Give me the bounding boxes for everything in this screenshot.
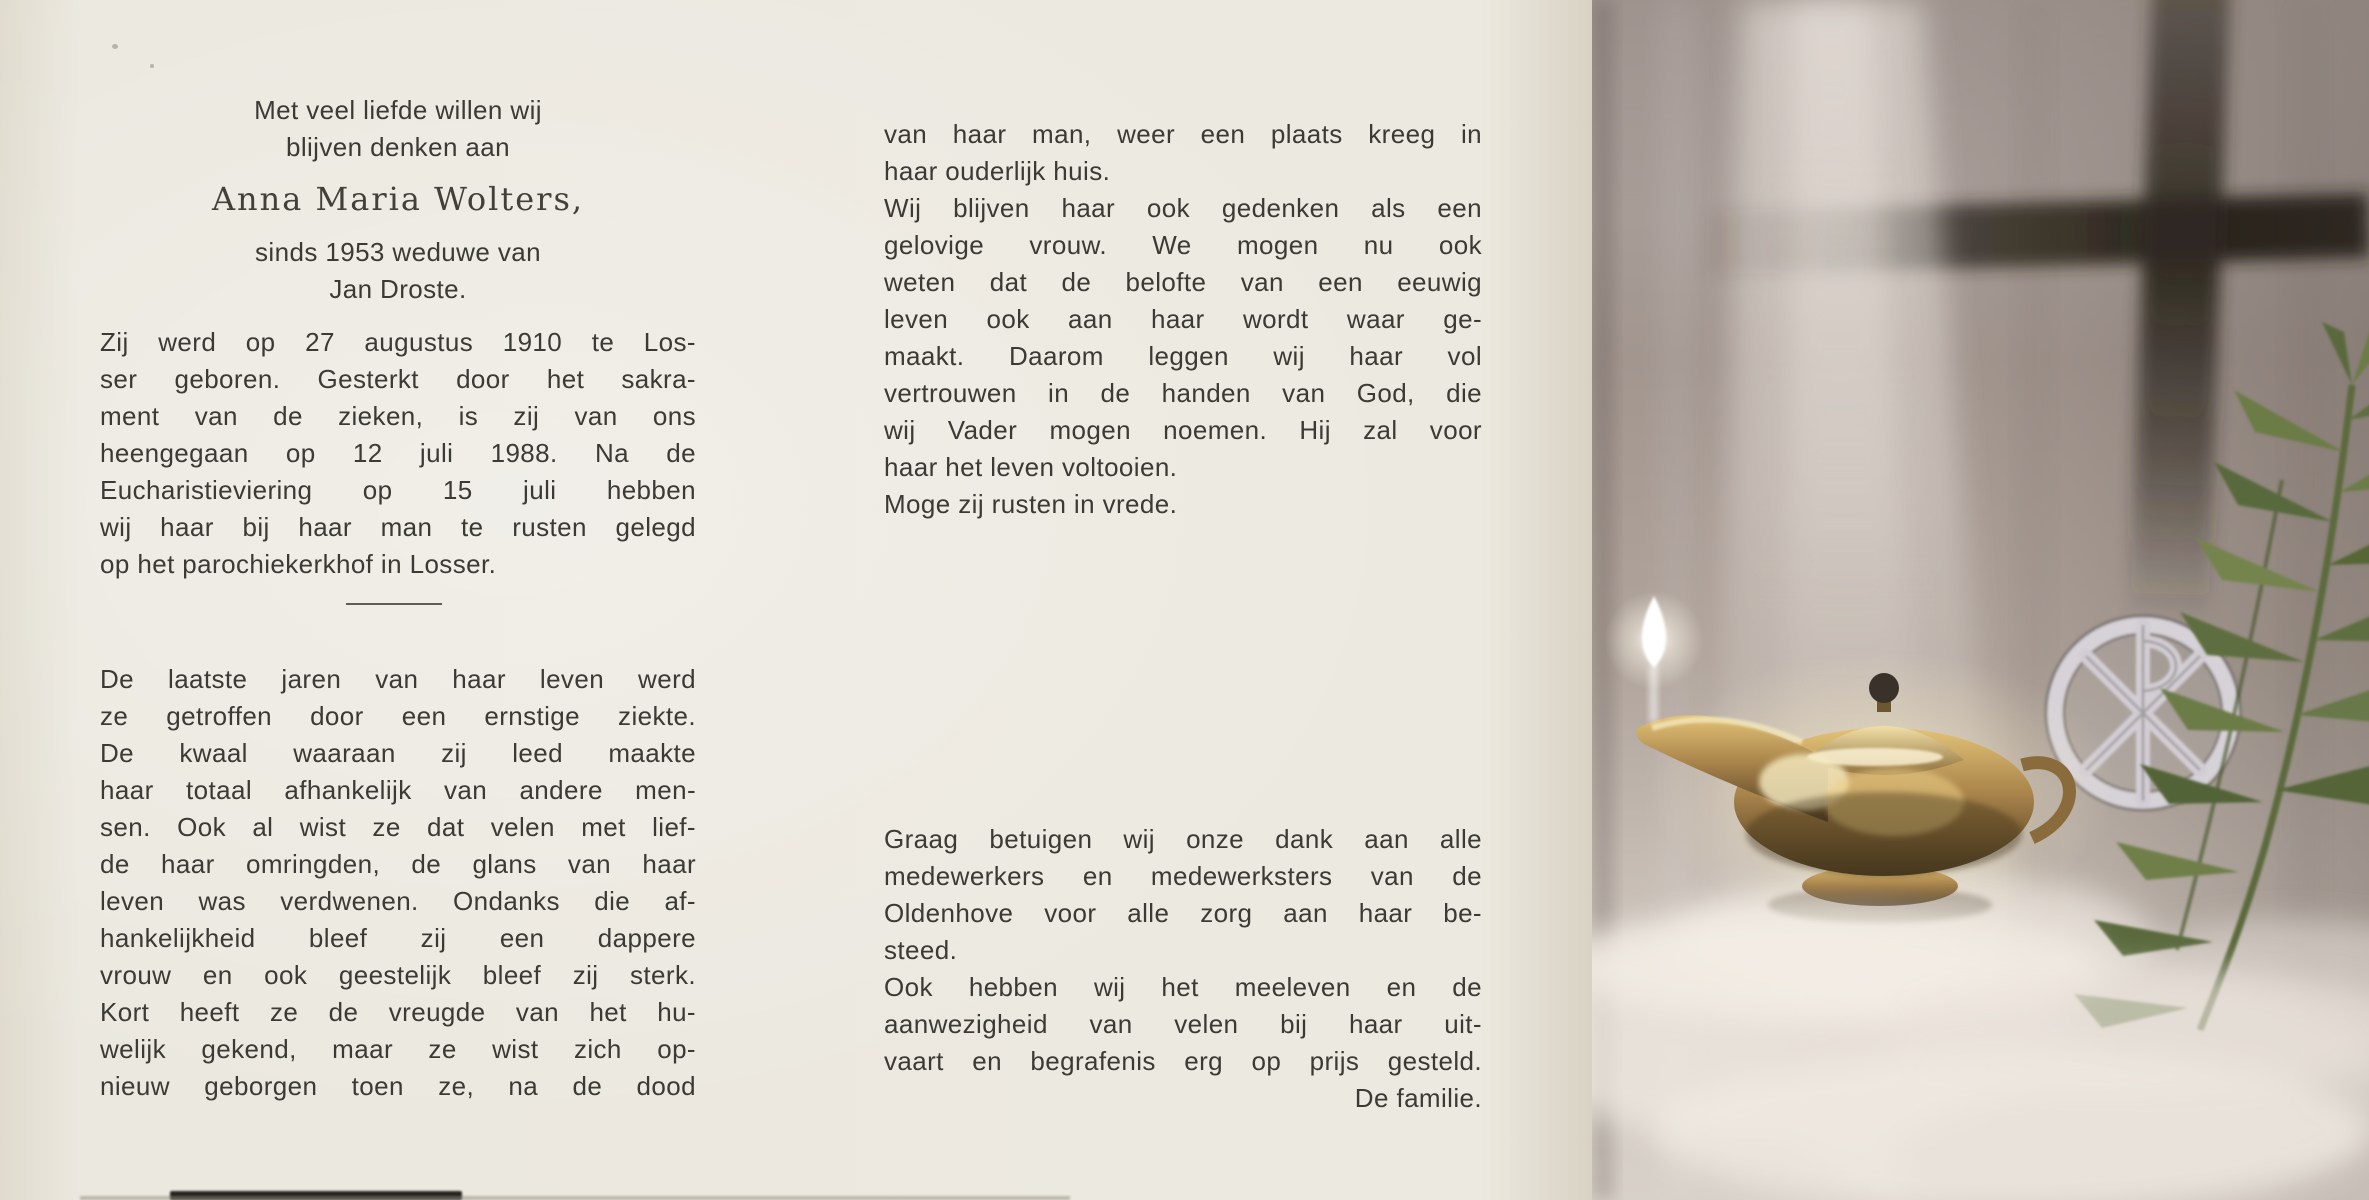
text-line: leven ook aan haar wordt waar ge- bbox=[884, 304, 1482, 334]
text-line: Oldenhove voor alle zorg aan haar be- bbox=[884, 898, 1482, 928]
text-line: vaart en begrafenis erg op prijs gesteld. bbox=[884, 1046, 1482, 1076]
lamp-knob bbox=[1869, 673, 1899, 703]
text-line: Moge zij rusten in vrede. bbox=[884, 489, 1178, 519]
text-line: medewerkers en medewerksters van de bbox=[884, 861, 1482, 891]
text-column-left bbox=[100, 92, 696, 1105]
text-line: de haar omringden, de glans van haar bbox=[100, 849, 696, 879]
text-line: Ook hebben wij het meeleven en de bbox=[884, 972, 1482, 1002]
divider bbox=[346, 603, 442, 605]
text-line: ser geboren. Gesterkt door het sakra- bbox=[100, 364, 696, 394]
text-line: nieuw geborgen toen ze, na de dood bbox=[100, 1071, 696, 1101]
text-line: haar het leven voltooien. bbox=[884, 452, 1178, 482]
text-line: op het parochiekerkhof in Losser. bbox=[100, 549, 497, 579]
text-line: Jan Droste. bbox=[329, 274, 467, 304]
paper-speck bbox=[150, 64, 154, 68]
text-line: Anna Maria Wolters, bbox=[211, 180, 585, 218]
text-line: gelovige vrouw. We mogen nu ook bbox=[884, 230, 1482, 260]
text-line: ment van de zieken, is zij van ons bbox=[100, 401, 696, 431]
paper-speck bbox=[112, 44, 118, 49]
text-line: aanwezigheid van velen bij haar uit- bbox=[884, 1009, 1482, 1039]
text-line: Met veel liefde willen wij bbox=[254, 95, 542, 125]
text-line: Kort heeft ze de vreugde van het hu- bbox=[100, 997, 696, 1027]
text-line: vrouw en ook geestelijk bleef zij sterk. bbox=[100, 960, 696, 990]
deceased-name bbox=[100, 176, 696, 222]
life-dates bbox=[100, 324, 696, 583]
scan-edge-shadow bbox=[80, 1196, 1070, 1200]
text-line: sinds 1953 weduwe van bbox=[255, 237, 541, 267]
text-line: Graag betuigen wij onze dank aan alle bbox=[884, 824, 1482, 854]
text-line: De familie. bbox=[1354, 1083, 1482, 1113]
text-line: van haar man, weer een plaats kreeg in bbox=[884, 119, 1482, 149]
text-line: steed. bbox=[884, 935, 958, 965]
text-line: welijk gekend, maar ze wist zich op- bbox=[100, 1034, 696, 1064]
text-line: Wij blijven haar ook gedenken als een bbox=[884, 193, 1482, 223]
text-line: blijven denken aan bbox=[285, 132, 511, 162]
text-line: haar ouderlijk huis. bbox=[884, 156, 1111, 186]
text-line: maakt. Daarom leggen wij haar vol bbox=[884, 341, 1482, 371]
text-line: wij Vader mogen noemen. Hij zal voor bbox=[884, 415, 1482, 445]
text-line: leven was verdwenen. Ondanks die af- bbox=[100, 886, 696, 916]
text-line: De kwaal waaraan zij leed maakte bbox=[100, 738, 696, 768]
text-line: De laatste jaren van haar leven werd bbox=[100, 664, 696, 694]
remembrance bbox=[884, 116, 1482, 523]
text-line: sen. Ook al wist ze dat velen met lief- bbox=[100, 812, 696, 842]
memorial-painting bbox=[1592, 0, 2369, 1200]
text-line: vertrouwen in de handen van God, die bbox=[884, 378, 1482, 408]
text-line: wij haar bij haar man te rusten gelegd bbox=[100, 512, 696, 542]
text-line: weten dat de belofte van een eeuwig bbox=[884, 267, 1482, 297]
text-line: hankelijkheid bleef zij een dappere bbox=[100, 923, 696, 953]
text-line: heengegaan op 12 juli 1988. Na de bbox=[100, 438, 696, 468]
thanks bbox=[884, 821, 1482, 1117]
text-line: ze getroffen door een ernstige ziekte. bbox=[100, 701, 696, 731]
text-column-right bbox=[884, 116, 1482, 1117]
memorial-painting-canvas bbox=[1592, 0, 2369, 1200]
text-line: Eucharistieviering op 15 juli hebben bbox=[100, 475, 696, 505]
intro bbox=[100, 92, 696, 166]
illness bbox=[100, 661, 696, 1105]
text-line: Zij werd op 27 augustus 1910 te Los- bbox=[100, 327, 696, 357]
text-line: haar totaal afhankelijk van andere men- bbox=[100, 775, 696, 805]
widow-subtitle bbox=[100, 234, 696, 308]
